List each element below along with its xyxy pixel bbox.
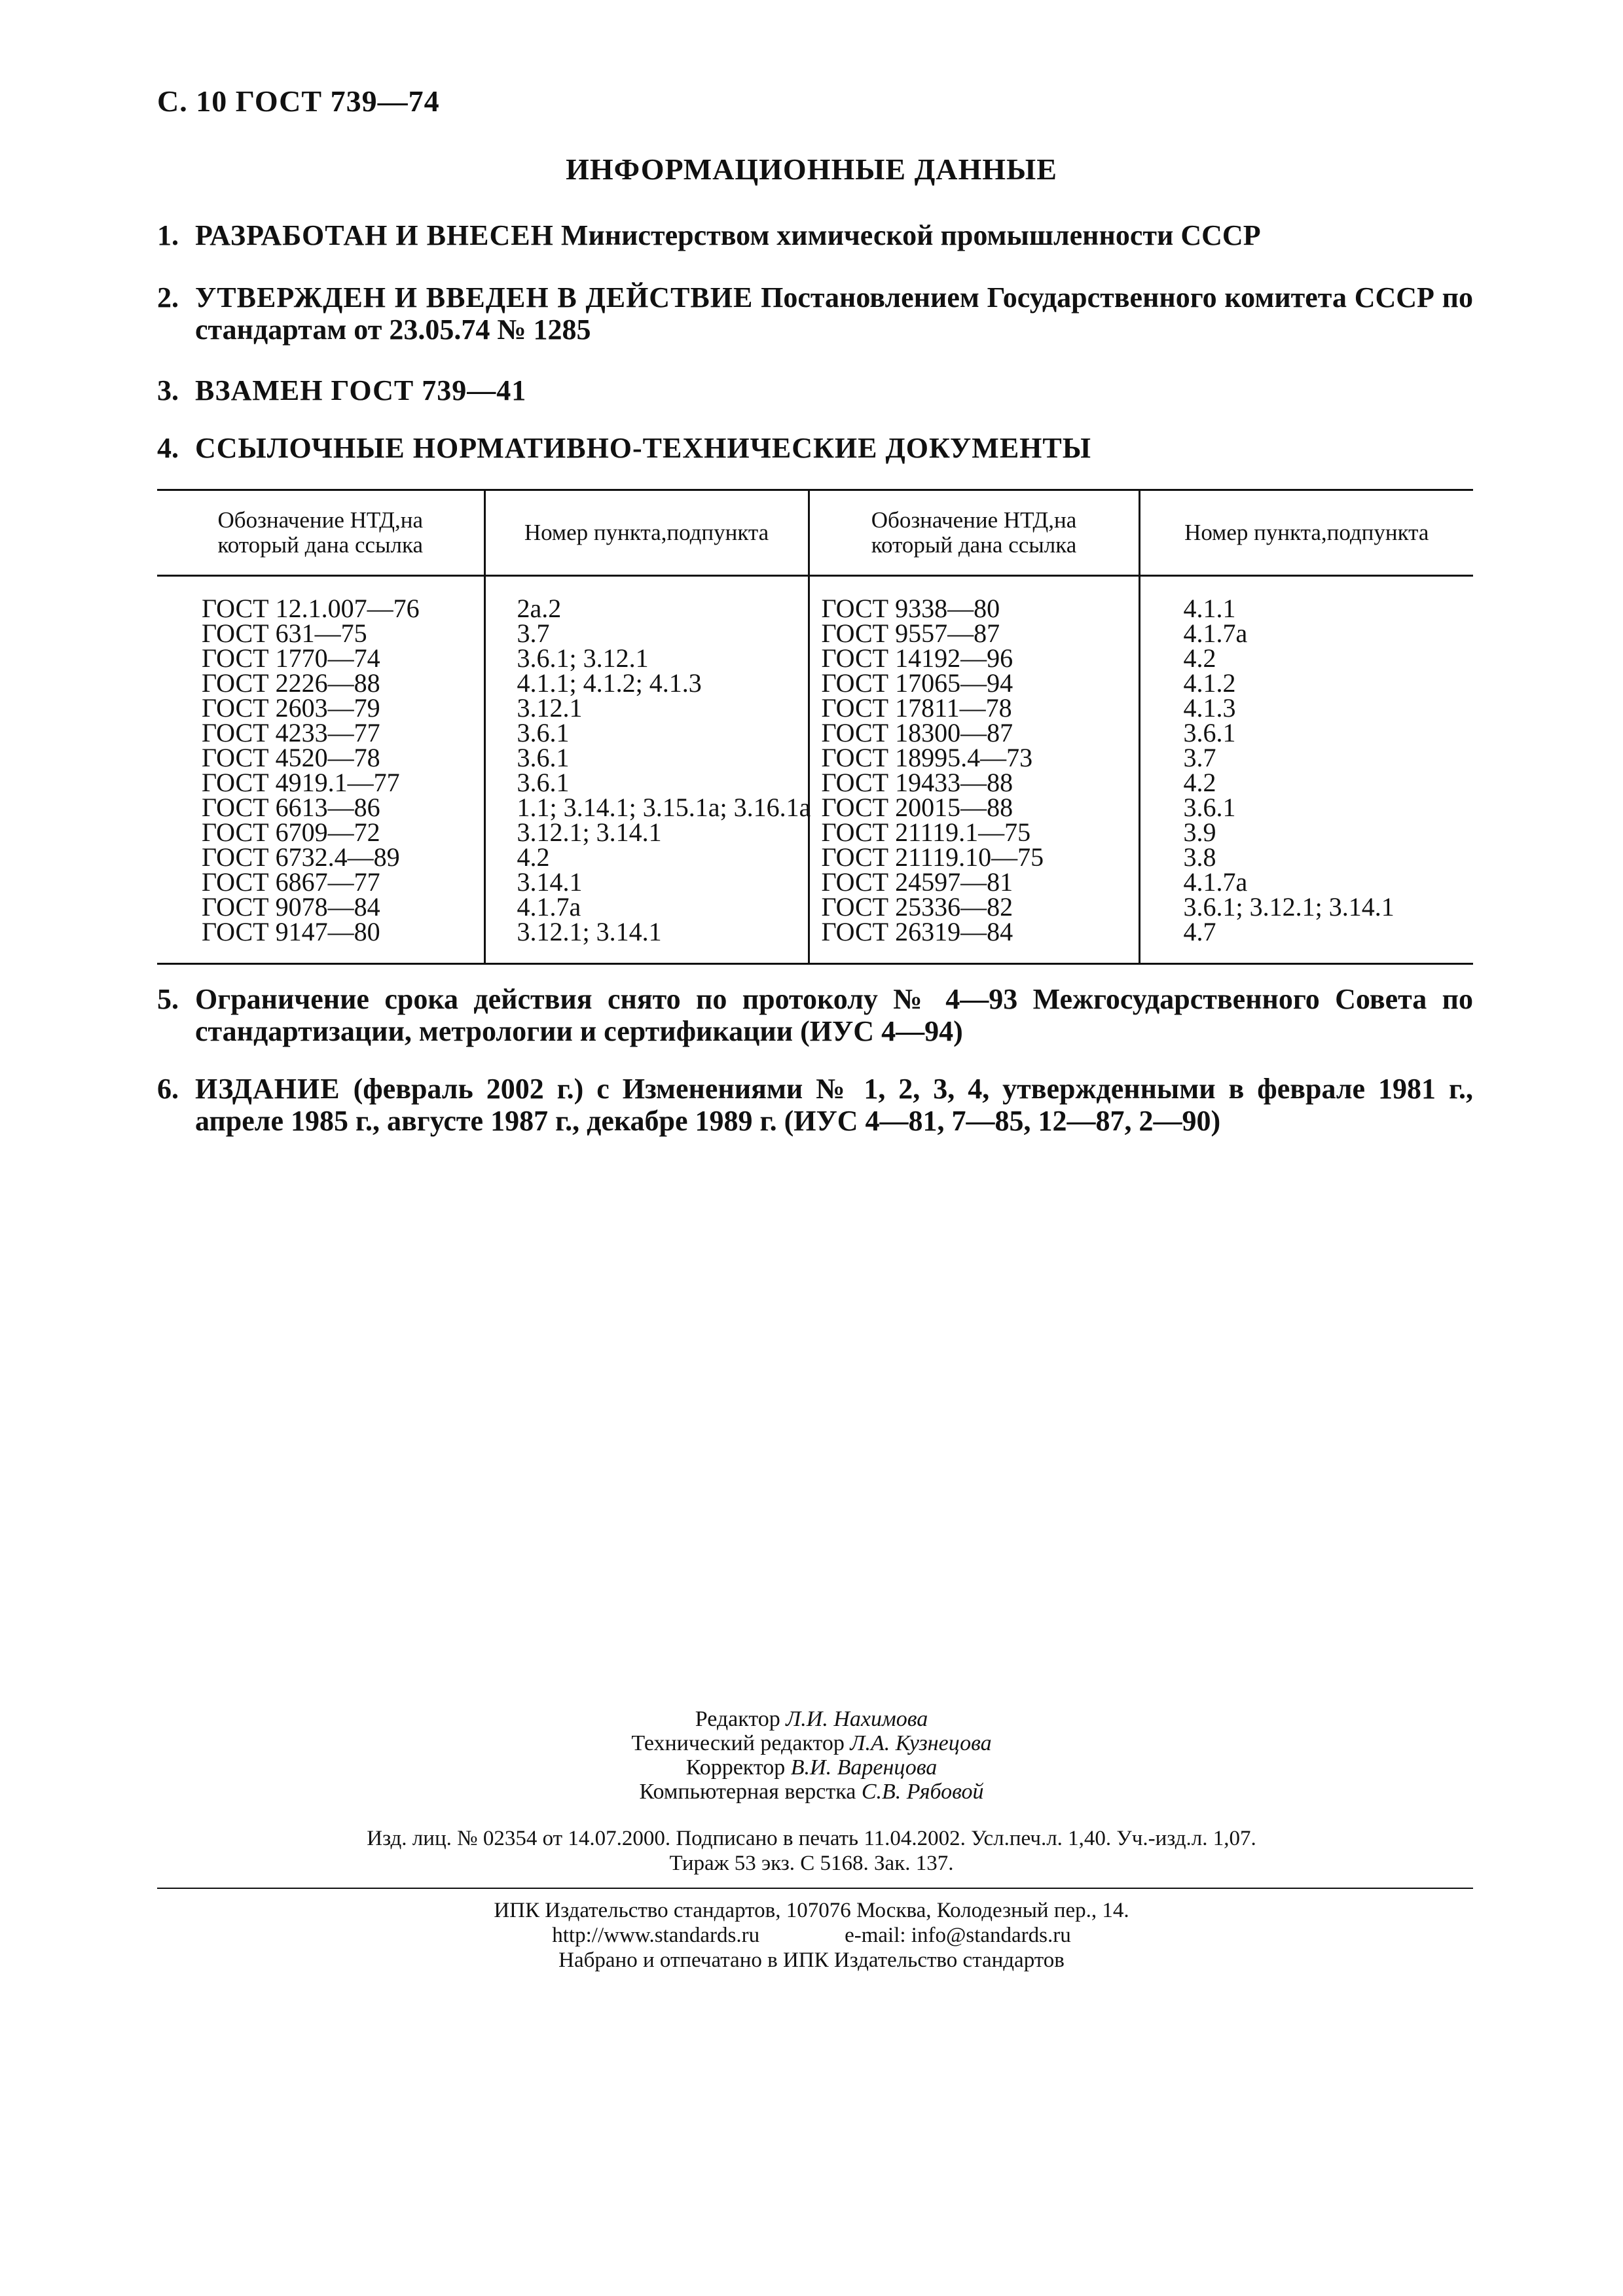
item-lead: РАЗРАБОТАН И ВНЕСЕН: [195, 219, 554, 251]
right-points: [1139, 576, 1473, 964]
point-numbers: 3.6.1; 3.12.1; 3.14.1: [1183, 892, 1395, 922]
doc-designation: ГОСТ 6709—72: [202, 817, 380, 847]
credit-line: [0, 1755, 1623, 1780]
point-numbers: 3.6.1: [1183, 793, 1236, 822]
point-numbers: 3.9: [1183, 817, 1216, 847]
page-header: С. 10 ГОСТ 739—74: [157, 84, 440, 118]
point-numbers: 3.6.1: [1183, 718, 1236, 747]
item-number: 2.: [157, 281, 179, 314]
item-number: 4.: [157, 432, 179, 464]
publisher-address: ИПК Издательство стандартов, 107076 Москва, Колодезный пер., 14.: [494, 1899, 1129, 1922]
point-numbers: 4.2: [1183, 768, 1216, 797]
publication-info: [0, 1826, 1623, 1876]
info-item-5: [157, 983, 1473, 1047]
doc-designation: ГОСТ 6867—77: [202, 867, 380, 897]
doc-designation: ГОСТ 6613—86: [202, 793, 380, 822]
credit-name: В.И. Варенцова: [790, 1755, 938, 1780]
point-numbers: 3.6.1: [517, 743, 570, 772]
doc-designation: ГОСТ 631—75: [202, 619, 367, 648]
point-numbers: 3.7: [517, 619, 550, 648]
point-numbers: 2а.2: [517, 594, 562, 623]
item-text: (февраль 2002 г.) с Изменениями № 1, 2, 3, 4, утвержденными в феврале 1981 г., апреле 1985 г., августе 1987 г., декабре 1989 г. (ИУС 4—81, 7—85, 12—87, 2—90): [195, 1073, 1473, 1137]
credit-role: Компьютерная верстка: [639, 1780, 856, 1804]
credit-role: Корректор: [685, 1755, 786, 1780]
doc-designation: ГОСТ 6732.4—89: [202, 842, 400, 872]
doc-designation: ГОСТ 24597—81: [821, 867, 1013, 897]
left-points: [484, 576, 809, 964]
credit-role: Технический редактор: [631, 1731, 845, 1755]
point-numbers: 3.12.1: [517, 693, 583, 723]
pub-info-line: Тираж 53 экз. С 5168. Зак. 137.: [669, 1852, 954, 1875]
info-item-6: [157, 1073, 1473, 1137]
table-row: [157, 576, 1473, 964]
header-points-right: Номер пункта,подпункта: [1139, 490, 1473, 576]
reference-table: [157, 489, 1473, 965]
point-numbers: 3.8: [1183, 842, 1216, 872]
doc-designation: ГОСТ 17065—94: [821, 668, 1013, 698]
credit-role: Редактор: [695, 1707, 780, 1731]
credit-name: Л.А. Кузнецова: [850, 1731, 992, 1755]
doc-designation: ГОСТ 14192—96: [821, 643, 1013, 673]
item-text: Ограничение срока действия снято по протоколу № 4—93 Межгосударственного Совета по стандартизации, метрологии и сертификации (ИУС 4—94): [195, 983, 1473, 1047]
doc-designation: ГОСТ 4233—77: [202, 718, 380, 747]
credit-line: [0, 1731, 1623, 1755]
doc-designation: ГОСТ 25336—82: [821, 892, 1013, 922]
info-item-3: [157, 374, 1473, 406]
info-item-4: [157, 432, 1473, 464]
item-number: 5.: [157, 983, 179, 1015]
credit-line: [0, 1780, 1623, 1804]
doc-designation: ГОСТ 21119.10—75: [821, 842, 1044, 872]
item-text: Министерством химической промышленности СССР: [553, 219, 1261, 251]
point-numbers: 4.2: [517, 842, 550, 872]
doc-designation: ГОСТ 26319—84: [821, 917, 1013, 946]
point-numbers: 3.6.1: [517, 718, 570, 747]
point-numbers: 3.6.1: [517, 768, 570, 797]
item-lead: ИЗДАНИЕ: [195, 1073, 340, 1105]
item-number: 1.: [157, 219, 179, 251]
header-points-left: Номер пункта,подпункта: [484, 490, 809, 576]
point-numbers: 4.2: [1183, 643, 1216, 673]
info-item-2: [157, 281, 1473, 346]
point-numbers: 4.1.3: [1183, 693, 1236, 723]
email-link[interactable]: e-mail: info@standards.ru: [845, 1924, 1071, 1947]
credit-name: С.В. Рябовой: [861, 1780, 984, 1804]
point-numbers: 4.1.7а: [1183, 867, 1248, 897]
credits-block: [0, 1707, 1623, 1804]
header-designation-left: Обозначение НТД,на который дана ссылка: [157, 490, 484, 576]
pub-info-line: Изд. лиц. № 02354 от 14.07.2000. Подписано в печать 11.04.2002. Усл.печ.л. 1,40. Уч.-изд.л. 1,07.: [367, 1827, 1256, 1850]
credit-line: [0, 1707, 1623, 1731]
doc-designation: ГОСТ 2603—79: [202, 693, 380, 723]
printed-by: Набрано и отпечатано в ИПК Издательство стандартов: [558, 1948, 1065, 1972]
info-item-1: [157, 219, 1473, 251]
header-designation-right: Обозначение НТД,на который дана ссылка: [809, 490, 1139, 576]
doc-designation: ГОСТ 12.1.007—76: [202, 594, 420, 623]
doc-designation: ГОСТ 9147—80: [202, 917, 380, 946]
point-numbers: 3.6.1; 3.12.1: [517, 643, 649, 673]
point-numbers: 3.14.1: [517, 867, 583, 897]
credit-name: Л.И. Нахимова: [786, 1707, 928, 1731]
doc-designation: ГОСТ 18300—87: [821, 718, 1013, 747]
doc-designation: ГОСТ 4919.1—77: [202, 768, 400, 797]
point-numbers: 3.12.1; 3.14.1: [517, 817, 662, 847]
doc-designation: ГОСТ 21119.1—75: [821, 817, 1031, 847]
point-numbers: 4.1.7а: [1183, 619, 1248, 648]
divider: [157, 1888, 1473, 1889]
website-link[interactable]: http://www.standards.ru: [552, 1924, 760, 1947]
point-numbers: 4.1.7а: [517, 892, 581, 922]
table-header-row: [157, 490, 1473, 576]
item-text: Постановлением Государственного комитета СССР по стандартам от 23.05.74 № 1285: [195, 281, 1474, 346]
point-numbers: 4.7: [1183, 917, 1216, 946]
doc-designation: ГОСТ 20015—88: [821, 793, 1013, 822]
item-number: 6.: [157, 1073, 179, 1105]
doc-designation: ГОСТ 17811—78: [821, 693, 1012, 723]
publisher-contacts: [0, 1923, 1623, 1948]
doc-designation: ГОСТ 9557—87: [821, 619, 1000, 648]
right-designations: [809, 576, 1139, 964]
doc-designation: ГОСТ 18995.4—73: [821, 743, 1033, 772]
item-lead: ВЗАМЕН ГОСТ 739—41: [195, 374, 527, 406]
point-numbers: 1.1; 3.14.1; 3.15.1а; 3.16.1а: [517, 793, 811, 822]
left-designations: [157, 576, 484, 964]
doc-designation: ГОСТ 9078—84: [202, 892, 380, 922]
point-numbers: 4.1.2: [1183, 668, 1236, 698]
doc-designation: ГОСТ 9338—80: [821, 594, 1000, 623]
doc-designation: ГОСТ 1770—74: [202, 643, 380, 673]
publisher-block: [0, 1898, 1623, 1973]
item-lead: ССЫЛОЧНЫЕ НОРМАТИВНО-ТЕХНИЧЕСКИЕ ДОКУМЕНТЫ: [195, 432, 1091, 464]
item-number: 3.: [157, 374, 179, 406]
doc-designation: ГОСТ 19433—88: [821, 768, 1013, 797]
point-numbers: 4.1.1: [1183, 594, 1236, 623]
doc-designation: ГОСТ 4520—78: [202, 743, 380, 772]
doc-designation: ГОСТ 2226—88: [202, 668, 380, 698]
point-numbers: 4.1.1; 4.1.2; 4.1.3: [517, 668, 702, 698]
page-title: ИНФОРМАЦИОННЫЕ ДАННЫЕ: [566, 152, 1057, 186]
point-numbers: 3.7: [1183, 743, 1216, 772]
point-numbers: 3.12.1; 3.14.1: [517, 917, 662, 946]
item-lead: УТВЕРЖДЕН И ВВЕДЕН В ДЕЙСТВИЕ: [195, 281, 754, 314]
